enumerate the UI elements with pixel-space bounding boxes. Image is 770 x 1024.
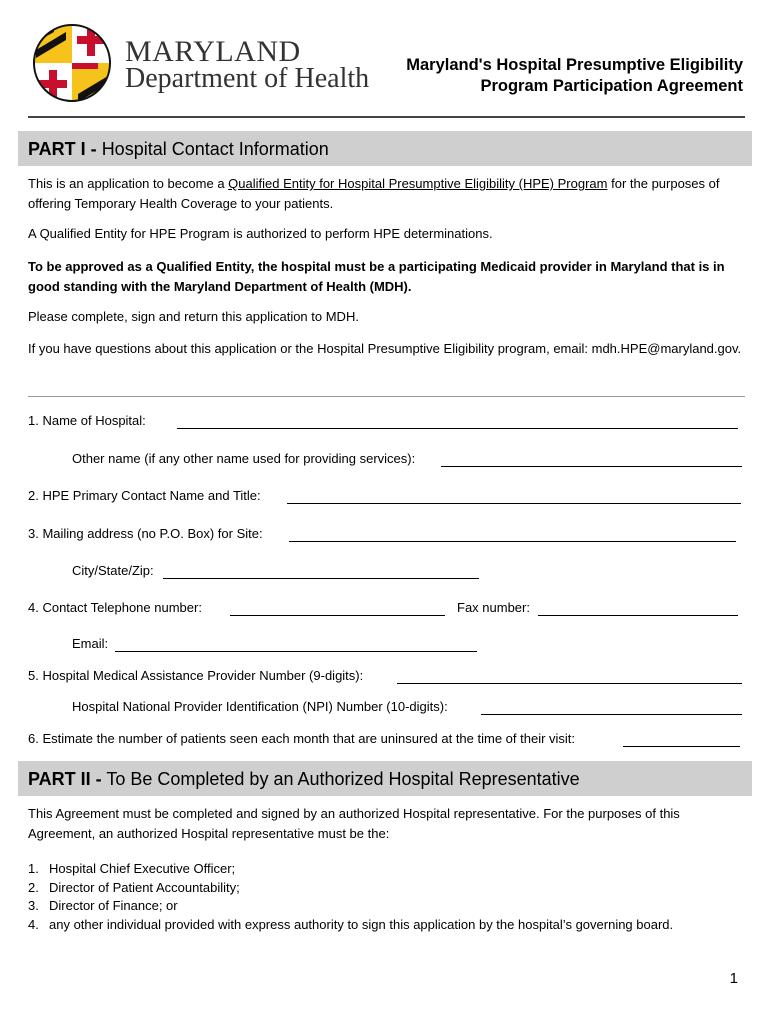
maryland-flag-shield-icon <box>32 20 112 106</box>
document-title <box>373 55 743 97</box>
list-item-text: Hospital Chief Executive Officer; <box>49 861 236 876</box>
field-label-other-name: Other name (if any other name used for providing services): <box>72 451 416 466</box>
ma-provider-number-field[interactable] <box>397 683 742 684</box>
hospital-name-field[interactable] <box>177 428 738 429</box>
document-title-line1: Maryland's Hospital Presumptive Eligibility <box>406 56 743 74</box>
part2-title: To Be Completed by an Authorized Hospital Representative <box>106 769 580 789</box>
part1-intro <box>28 174 748 213</box>
approval-requirement: To be approved as a Qualified Entity, the hospital must be a participating Medicaid provider in Maryland that is in good standing with the Maryland Department of Health (MDH). <box>28 259 725 294</box>
list-item-text: Director of Finance; or <box>49 898 178 913</box>
questions-contact: If you have questions about this application or the Hospital Presumptive Eligibility program, email: mdh.HPE@maryland.gov. <box>28 341 742 356</box>
list-item-number: 1. <box>28 861 39 876</box>
field-label-fax: Fax number: <box>457 600 530 615</box>
field-label-primary-contact: 2. HPE Primary Contact Name and Title: <box>28 488 261 503</box>
field-label-telephone: 4. Contact Telephone number: <box>28 600 202 615</box>
header-divider <box>28 116 745 118</box>
page-number: 1 <box>729 970 738 987</box>
intro-text-post: for the purposes of offering Temporary Health Coverage to your patients. <box>28 176 720 211</box>
authorized-note: A Qualified Entity for HPE Program is authorized to perform HPE determinations. <box>28 226 493 241</box>
list-item-number: 4. <box>28 916 39 932</box>
other-name-field[interactable] <box>441 466 742 467</box>
part1-title: Hospital Contact Information <box>101 139 329 159</box>
instructions: Please complete, sign and return this application to MDH. <box>28 309 359 324</box>
part2-heading <box>28 769 580 790</box>
email-field[interactable] <box>115 651 477 652</box>
mdh-logo <box>32 20 112 106</box>
intro-text-pre: This is an application to become a <box>28 176 229 191</box>
mailing-address-field[interactable] <box>289 541 736 542</box>
field-label-email: Email: <box>72 636 109 651</box>
part2-intro: This Agreement must be completed and signed by an authorized Hospital representative. For the purposes of this Agreement, an authorized Hospital representative must be the: <box>28 806 680 841</box>
field-label-npi-number: Hospital National Provider Identification (NPI) Number (10-digits): <box>72 699 448 714</box>
primary-contact-field[interactable] <box>287 503 741 504</box>
section-divider <box>28 396 745 397</box>
hpe-program-link[interactable]: Qualified Entity for Hospital Presumptive Eligibility (HPE) Program <box>228 176 608 191</box>
uninsured-estimate-field[interactable] <box>623 746 740 747</box>
field-label-ma-provider-number: 5. Hospital Medical Assistance Provider Number (9-digits): <box>28 668 364 683</box>
list-item-text: any other individual provided with express authority to sign this application by the hospital’s governing board. <box>49 916 674 932</box>
authorized-representatives-list <box>28 860 673 934</box>
telephone-field[interactable] <box>230 615 445 616</box>
list-item <box>28 897 673 916</box>
field-label-hospital-name: 1. Name of Hospital: <box>28 413 146 428</box>
list-item <box>28 916 673 935</box>
document-title-line2: Program Participation Agreement <box>480 77 743 95</box>
city-state-zip-field[interactable] <box>163 578 479 579</box>
fax-field[interactable] <box>538 615 738 616</box>
field-label-uninsured-estimate: 6. Estimate the number of patients seen each month that are uninsured at the time of their visit: <box>28 731 576 746</box>
org-name-line2: Department of Health <box>125 63 370 94</box>
field-label-city-state-zip: City/State/Zip: <box>72 563 154 578</box>
part1-heading <box>28 139 329 160</box>
list-item <box>28 879 673 898</box>
list-item-number: 2. <box>28 879 39 895</box>
npi-number-field[interactable] <box>481 714 742 715</box>
list-item-number: 3. <box>28 898 39 913</box>
part2-label: PART II - <box>28 769 102 789</box>
field-label-mailing-address: 3. Mailing address (no P.O. Box) for Site: <box>28 526 263 541</box>
list-item <box>28 860 673 879</box>
part1-label: PART I - <box>28 139 97 159</box>
list-item-text: Director of Patient Accountability; <box>49 879 240 895</box>
org-name-line1: MARYLAND <box>125 35 301 68</box>
